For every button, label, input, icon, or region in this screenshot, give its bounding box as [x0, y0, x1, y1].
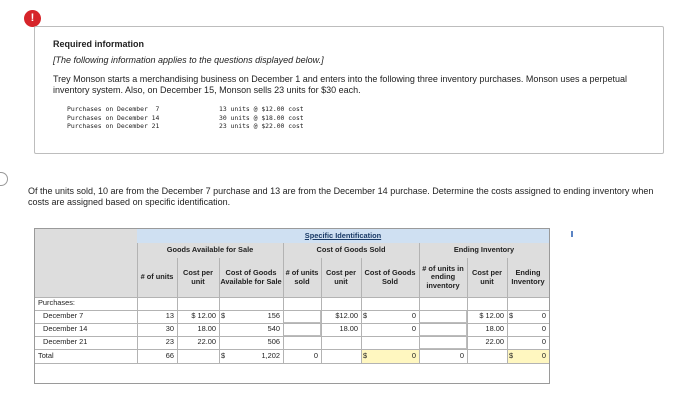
- ending-total: 0: [517, 349, 549, 363]
- purchase-value: 13 units @ $12.00 cost: [219, 105, 304, 113]
- grid-line: [177, 258, 178, 363]
- grid-line: [35, 349, 549, 350]
- required-information-panel: [34, 26, 664, 154]
- cost-sold-dec7: $12.00: [335, 311, 358, 321]
- dollar-sign: $: [507, 349, 517, 363]
- dollar-sign: $: [221, 311, 226, 321]
- cost-dec7: $ 12.00: [191, 311, 216, 321]
- col-ending-inventory: Ending Inventory: [507, 258, 549, 297]
- row-label-dec21: December 21: [43, 337, 88, 347]
- units-dec14: 30: [165, 324, 174, 334]
- ending-dec7: 0: [541, 311, 546, 321]
- col-cost-per-unit-ending: Cost per unit: [467, 258, 507, 297]
- cogas-dec21: 506: [267, 337, 280, 347]
- cogas-total: 1,202: [261, 350, 280, 360]
- grid-line: [35, 297, 549, 298]
- col-units: # of units: [137, 258, 177, 297]
- col-units-sold: # of units sold: [283, 258, 321, 297]
- cogs-dec7: 0: [411, 311, 416, 321]
- problem-paragraph: Trey Monson starts a merchandising business on December 1 and enters into the following three inventory purchases. Monson uses a perpetual inventory system. Also, on December 15, Monson sells 23 units for $30 each.: [53, 74, 627, 95]
- purchase-label: Purchases on December 7: [67, 105, 160, 113]
- purchase-label: Purchases on December 21: [67, 122, 160, 131]
- units-dec7: 13: [165, 311, 174, 321]
- grid-line: [35, 336, 549, 337]
- row-label-total: Total: [38, 350, 54, 360]
- units-ending-total: 0: [459, 350, 464, 360]
- cost-ending-dec7: $ 12.00: [479, 311, 504, 321]
- purchase-value: 30 units @ $18.00 cost: [219, 113, 304, 122]
- question-text: Of the units sold, 10 are from the December 7 purchase and 13 are from the December 14 purchase. Determine the costs assigned to ending inventory when costs are assigned based on specific identification.: [28, 186, 654, 207]
- col-cogas: Cost of Goods Available for Sale: [219, 258, 283, 297]
- col-cost-per-unit-sold: Cost per unit: [321, 258, 361, 297]
- cost-dec21: 22.00: [197, 337, 216, 347]
- group-cost-of-goods-sold: Cost of Goods Sold: [283, 243, 419, 258]
- specific-identification-worksheet: [34, 228, 550, 384]
- grid-line: [137, 243, 138, 363]
- cogs-dec14: 0: [411, 324, 416, 334]
- purchase-line: [67, 105, 663, 114]
- grid-line: [283, 243, 284, 363]
- group-ending-inventory: Ending Inventory: [419, 243, 549, 258]
- cost-ending-dec21: 22.00: [485, 337, 504, 347]
- units-sold-input-dec14[interactable]: [283, 323, 321, 336]
- dollar-sign: $: [221, 350, 226, 360]
- cost-ending-dec14: 18.00: [485, 324, 504, 334]
- cost-sold-dec14: 18.00: [339, 324, 358, 334]
- grid-line: [361, 258, 362, 363]
- dollar-sign: $: [509, 311, 514, 321]
- cogas-dec7: 156: [267, 311, 280, 321]
- purchase-line: [67, 122, 663, 131]
- grid-line: [507, 258, 508, 363]
- exclamation-icon: !: [24, 10, 41, 27]
- ending-dec21: 0: [541, 337, 546, 347]
- col-cogs: Cost of Goods Sold: [361, 258, 419, 297]
- cogs-total: 0: [371, 349, 419, 363]
- group-goods-available: Goods Available for Sale: [137, 243, 283, 258]
- col-cost-per-unit: Cost per unit: [177, 258, 219, 297]
- cogas-dec14: 540: [267, 324, 280, 334]
- worksheet-title: Specific Identification: [137, 229, 549, 243]
- required-info-title: Required information: [53, 39, 145, 49]
- col-units-ending: # of units in ending inventory: [419, 258, 467, 297]
- grid-line: [35, 310, 549, 311]
- purchase-value: 23 units @ $22.00 cost: [219, 122, 304, 131]
- units-total: 66: [165, 350, 174, 360]
- purchases-label: Purchases:: [38, 298, 75, 308]
- grid-line: [419, 243, 420, 363]
- grid-line: [467, 258, 468, 363]
- cost-dec14: 18.00: [197, 324, 216, 334]
- purchase-label: Purchases on December 14: [67, 113, 160, 122]
- dollar-sign: $: [361, 349, 371, 363]
- units-sold-input-dec7[interactable]: [283, 310, 321, 323]
- dollar-sign: $: [363, 311, 368, 321]
- grid-line: [35, 363, 549, 364]
- grid-line: [321, 258, 322, 363]
- units-ending-input-dec14[interactable]: [419, 323, 467, 336]
- purchase-line: [67, 114, 663, 123]
- expand-handle[interactable]: [0, 172, 8, 186]
- units-sold-total: 0: [313, 350, 318, 360]
- blue-marker: [571, 231, 573, 237]
- grid-line: [35, 323, 549, 324]
- row-label-dec14: December 14: [43, 324, 88, 334]
- header-blank: [35, 229, 137, 297]
- grid-line: [219, 258, 220, 363]
- required-info-subtitle: [The following information applies to the questions displayed below.]: [53, 55, 324, 65]
- ending-dec14: 0: [541, 324, 546, 334]
- units-ending-input-dec7[interactable]: [419, 310, 467, 323]
- units-dec21: 23: [165, 337, 174, 347]
- purchases-list: [67, 105, 663, 131]
- units-ending-input-dec21[interactable]: [419, 336, 467, 349]
- row-label-dec7: December 7: [43, 311, 84, 321]
